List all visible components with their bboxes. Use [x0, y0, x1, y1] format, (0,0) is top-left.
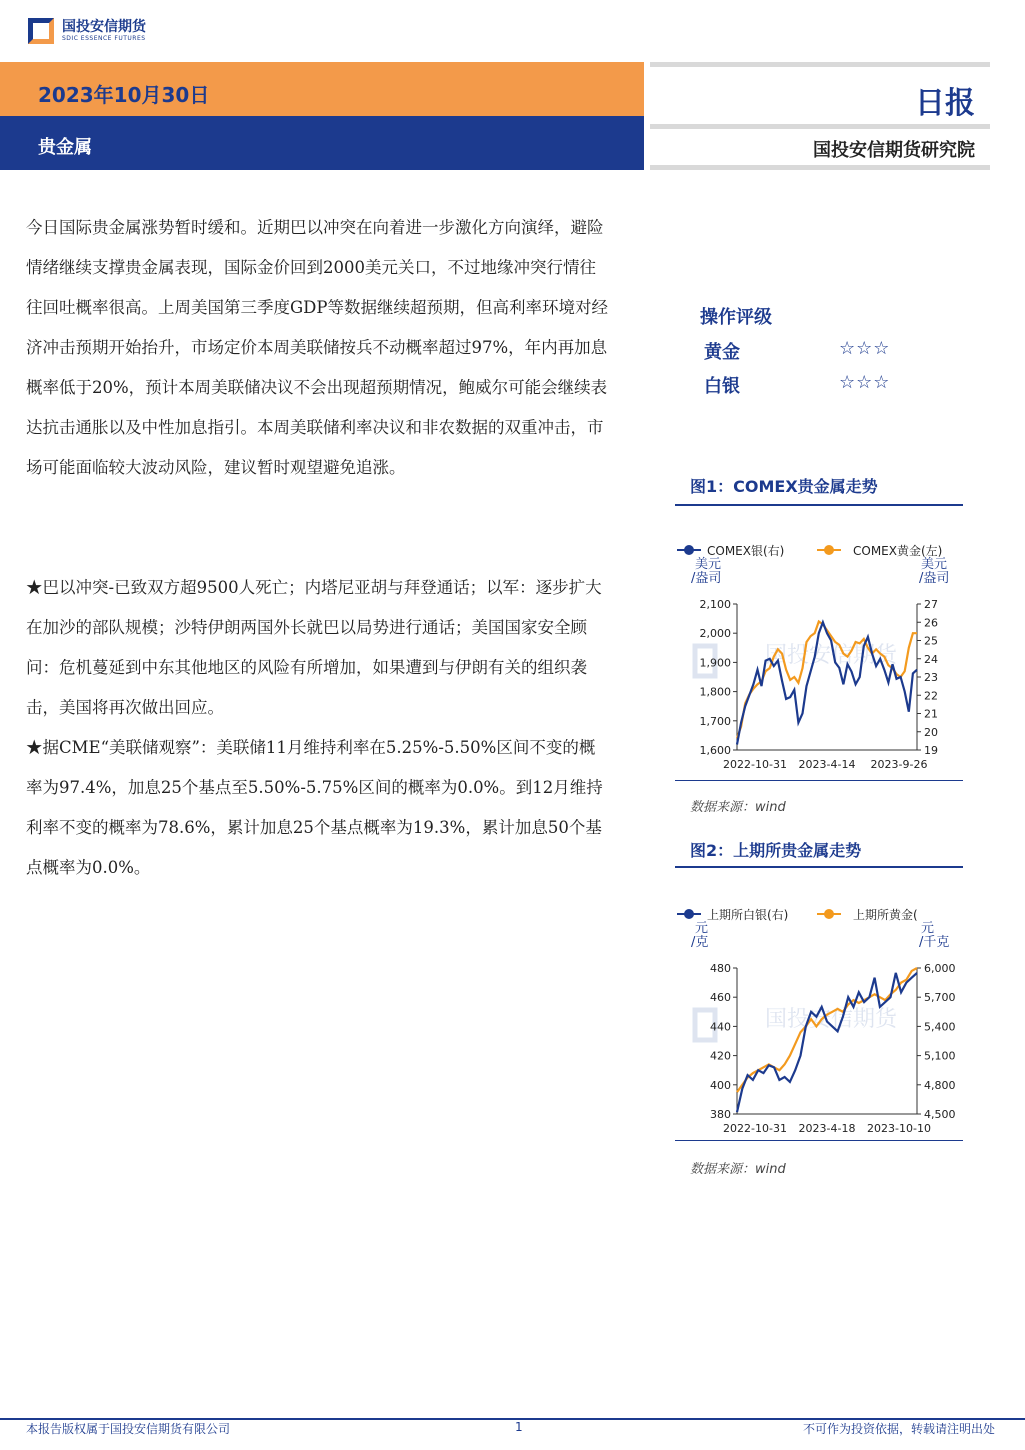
figure2-top-rule: [675, 866, 963, 868]
right-unit-bottom: /千克: [919, 935, 950, 950]
company-logo: [28, 18, 146, 44]
left-unit-top: 美元: [695, 557, 722, 572]
figure2-bottom-rule: [675, 1140, 963, 1141]
y-left-tick-label: 1,700: [699, 714, 731, 728]
x-tick-label: 2023-9-26: [870, 758, 928, 771]
legend-silver-label: COMEX银(右): [707, 544, 785, 558]
figure1-top-rule: [675, 504, 963, 506]
report-category: 贵金属: [38, 137, 92, 158]
y-left-tick-label: 1,600: [699, 744, 731, 757]
y-left-tick-label: 480: [710, 962, 731, 975]
chart-comex: [675, 538, 965, 778]
legend-gold-label: COMEX黄金(左): [853, 544, 943, 558]
figure1-source: 数据来源：wind: [690, 800, 786, 815]
y-right-tick-label: 23: [924, 671, 938, 684]
y-right-tick-label: 5,700: [924, 991, 956, 1005]
right-unit-bottom: /盎司: [919, 571, 950, 586]
legend-gold-label: 上期所黄金(: [853, 908, 918, 922]
rating-title: 操作评级: [700, 307, 772, 328]
figure1-bottom-rule: [675, 780, 963, 781]
figure2-source: 数据来源：wind: [690, 1162, 786, 1177]
y-left-tick-label: 380: [710, 1108, 731, 1121]
header-divider-bottom: [650, 165, 990, 170]
x-tick-label: 2023-4-14: [798, 758, 856, 771]
y-right-tick-label: 27: [924, 598, 938, 611]
y-right-tick-label: 4,500: [924, 1108, 956, 1121]
legend-silver-marker: [684, 545, 694, 555]
y-right-tick-label: 25: [924, 634, 938, 648]
chart-watermark: 国投安信期货: [765, 643, 898, 668]
report-date: 2023年10月30日: [38, 83, 210, 107]
y-right-tick-label: 5,400: [924, 1020, 956, 1034]
y-right-tick-label: 4,800: [924, 1078, 956, 1092]
y-right-tick-label: 6,000: [924, 962, 956, 975]
page-number: 1: [515, 1420, 523, 1434]
institute-name: 国投安信期货研究院: [813, 140, 975, 161]
y-left-tick-label: 2,100: [699, 598, 731, 611]
left-unit-top: 元: [695, 921, 709, 936]
rating-name: 白银: [704, 376, 740, 397]
y-right-tick-label: 5,100: [924, 1049, 956, 1063]
legend-gold-marker: [824, 545, 834, 555]
y-right-tick-label: 22: [924, 689, 938, 703]
left-unit-bottom: /克: [691, 935, 709, 950]
y-right-tick-label: 24: [924, 652, 938, 666]
footer-disclaimer: 不可作为投资依据，转载请注明出处: [802, 1422, 995, 1436]
footer-copyright: 本报告版权属于国投安信期货有限公司: [26, 1422, 231, 1436]
report-type: 日报: [915, 86, 975, 121]
y-right-tick-label: 21: [924, 707, 938, 721]
y-right-tick-label: 26: [924, 616, 938, 630]
rating-name: 黄金: [704, 342, 740, 363]
star-rating-icon: ☆☆☆: [839, 372, 891, 393]
logo-text-cn: 国投安信期货: [62, 19, 146, 35]
chart-watermark: 国投安信期货: [765, 1007, 898, 1032]
category-bar: [0, 116, 644, 170]
logo-icon: [28, 18, 54, 44]
chart-shfe: [675, 902, 965, 1138]
y-left-tick-label: 2,000: [699, 627, 731, 641]
figure1-title: 图1：COMEX贵金属走势: [690, 477, 878, 496]
x-tick-label: 2023-4-18: [798, 1122, 856, 1135]
news-item-conflict: ★巴以冲突-已致双方超9500人死亡；内塔尼亚胡与拜登通话；以军：逐步扩大在加沙的部队规模；沙特伊朗两国外长就巴以局势进行通话；美国国家安全顾问：危机蔓延到中东其他地区的风险有所增加，如果遭到与伊朗有关的组织袭击，美国将再次做出回应。: [26, 578, 602, 717]
x-tick-label: 2022-10-31: [723, 758, 787, 771]
legend-silver-label: 上期所白银(右): [707, 908, 789, 922]
rating-row-gold: [704, 338, 914, 364]
header-divider-mid: [650, 124, 990, 129]
legend-silver-marker: [684, 909, 694, 919]
y-left-tick-label: 1,900: [699, 656, 731, 670]
right-unit-top: 元: [921, 921, 935, 936]
logo-text-en: SDIC ESSENCE FUTURES: [62, 35, 146, 42]
y-left-tick-label: 1,800: [699, 685, 731, 699]
y-left-tick-label: 460: [710, 991, 731, 1005]
y-left-tick-label: 440: [710, 1020, 731, 1034]
y-left-tick-label: 420: [710, 1049, 731, 1063]
right-unit-top: 美元: [921, 557, 948, 572]
rating-row-silver: [704, 372, 914, 398]
figure2-title: 图2：上期所贵金属走势: [690, 841, 862, 860]
y-right-tick-label: 19: [924, 744, 938, 757]
left-unit-bottom: /盎司: [691, 571, 722, 586]
x-tick-label: 2023-10-10: [867, 1122, 931, 1135]
header-divider-top: [650, 62, 990, 67]
silver-series-line: [737, 622, 917, 744]
y-right-tick-label: 20: [924, 725, 938, 739]
y-left-tick-label: 400: [710, 1078, 731, 1092]
legend-gold-marker: [824, 909, 834, 919]
news-item-fedwatch: ★据CME“美联储观察”：美联储11月维持利率在5.25%-5.50%区间不变的概率为97.4%，加息25个基点至5.50%-5.75%区间的概率为0.0%。到12月维持利率不变的概率为78.6%，累计加息25个基点概率为19.3%，累计加息50个基点概率为0.0%。: [26, 738, 603, 877]
x-tick-label: 2022-10-31: [723, 1122, 787, 1135]
market-commentary: 今日国际贵金属涨势暂时缓和。近期巴以冲突在向着进一步激化方向演绎，避险情绪继续支撑贵金属表现，国际金价回到2000美元关口，不过地缘冲突行情往往回吐概率很高。上周美国第三季度GDP等数据继续超预期，但高利率环境对经济冲击预期开始抬升，市场定价本周美联储按兵不动概率超过97%，年内再加息概率低于20%，预计本周美联储决议不会出现超预期情况，鲍威尔可能会继续表达抗击通胀以及中性加息指引。本周美联储利率决议和非农数据的双重冲击，市场可能面临较大波动风险，建议暂时观望避免追涨。: [26, 218, 609, 477]
star-rating-icon: ☆☆☆: [839, 338, 891, 359]
